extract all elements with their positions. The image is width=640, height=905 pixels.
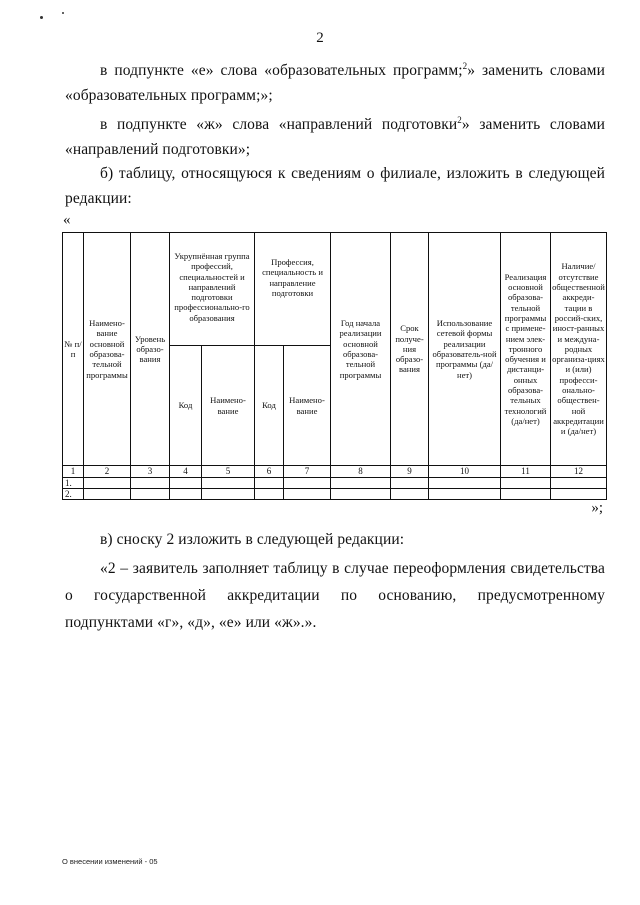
scan-speck bbox=[40, 16, 43, 19]
header-start-year: Год начала реализации основной образова-тельной программы bbox=[331, 233, 391, 466]
column-number: 11 bbox=[501, 466, 551, 478]
document-footer: О внесении изменений - 05 bbox=[62, 857, 158, 866]
table-cell bbox=[131, 489, 170, 500]
table-cell bbox=[131, 478, 170, 489]
table-row bbox=[63, 478, 607, 489]
column-number: 6 bbox=[255, 466, 284, 478]
closing-quote: »; bbox=[591, 500, 603, 516]
column-number: 10 bbox=[429, 466, 501, 478]
header-group-code: Код bbox=[170, 346, 202, 466]
header-program-name: Наимено-вание основной образова-тельной программы bbox=[84, 233, 131, 466]
row-number: 1. bbox=[63, 478, 84, 489]
header-group-name: Наимено-вание bbox=[202, 346, 255, 466]
table-cell bbox=[255, 478, 284, 489]
table-cell bbox=[255, 489, 284, 500]
table-cell bbox=[551, 478, 607, 489]
header-education-level: Уровень образо-вания bbox=[131, 233, 170, 466]
column-number: 7 bbox=[284, 466, 331, 478]
header-profession-code: Код bbox=[255, 346, 284, 466]
paragraph-table-intro: б) таблицу, относящуюся к сведениям о филиале, изложить в следующей редакции: bbox=[65, 165, 605, 207]
table-cell bbox=[331, 478, 391, 489]
row-number: 2. bbox=[63, 489, 84, 500]
table-cell bbox=[429, 489, 501, 500]
header-row-number: № п/п bbox=[63, 233, 84, 466]
table-cell bbox=[202, 489, 255, 500]
table-cell bbox=[170, 489, 202, 500]
header-profession-name: Наимено-вание bbox=[284, 346, 331, 466]
column-number: 1 bbox=[63, 466, 84, 478]
branch-info-table bbox=[62, 232, 607, 500]
header-study-term: Срок получе-ния образо-вания bbox=[391, 233, 429, 466]
header-public-accreditation: Наличие/ отсутствие общественной аккреди-тации в россий-ских, иност-ранных и междуна-родных организа-циях и (или) професси-онально-обществен-ной аккредитации и (да/нет) bbox=[551, 233, 607, 466]
table-cell bbox=[284, 478, 331, 489]
column-number: 9 bbox=[391, 466, 429, 478]
column-number: 12 bbox=[551, 466, 607, 478]
table-cell bbox=[551, 489, 607, 500]
table-cell bbox=[501, 489, 551, 500]
table-cell bbox=[84, 478, 131, 489]
column-number: 3 bbox=[131, 466, 170, 478]
table-cell bbox=[429, 478, 501, 489]
table-row bbox=[63, 489, 607, 500]
scan-speck bbox=[62, 12, 64, 14]
column-number-row bbox=[63, 466, 607, 478]
column-number: 8 bbox=[331, 466, 391, 478]
page-number: 2 bbox=[316, 30, 324, 46]
table-cell bbox=[284, 489, 331, 500]
table-cell bbox=[391, 478, 429, 489]
paragraph-footnote-intro: в) сноску 2 изложить в следующей редакции: bbox=[100, 531, 405, 548]
opening-quote: « bbox=[63, 212, 71, 228]
column-number: 2 bbox=[84, 466, 131, 478]
column-number: 4 bbox=[170, 466, 202, 478]
header-profession-group: Укрупнённая группа профессий, специальностей и направлений подготовки профессионально-го образования bbox=[170, 233, 255, 346]
table-cell bbox=[331, 489, 391, 500]
paragraph-subitem-zh: в подпункте «ж» слова «направлений подготовки$^2$» заменить словами «направлений подготовки»; bbox=[65, 114, 605, 158]
table-cell bbox=[202, 478, 255, 489]
header-e-learning: Реализация основной образова-тельной программы с примене-нием элек-тронного обучения и дистанци-онных образова-тельных технологий (да/нет) bbox=[501, 233, 551, 466]
header-profession: Профессия, специальность и направление подготовки bbox=[255, 233, 331, 346]
table-cell bbox=[170, 478, 202, 489]
column-number: 5 bbox=[202, 466, 255, 478]
paragraph-subitem-e: в подпункте «е» слова «образовательных программ;$^2$» заменить словами «образовательных программ;»; bbox=[65, 60, 605, 104]
table-cell bbox=[84, 489, 131, 500]
paragraph-footnote-text: «2 – заявитель заполняет таблицу в случае переоформления свидетельства о государственной аккредитации по основанию, предусмотренному подпунктами «г», «д», «е» или «ж».». bbox=[65, 560, 605, 631]
header-network-form: Использование сетевой формы реализации образователь-ной программы (да/нет) bbox=[429, 233, 501, 466]
table-cell bbox=[501, 478, 551, 489]
table-cell bbox=[391, 489, 429, 500]
